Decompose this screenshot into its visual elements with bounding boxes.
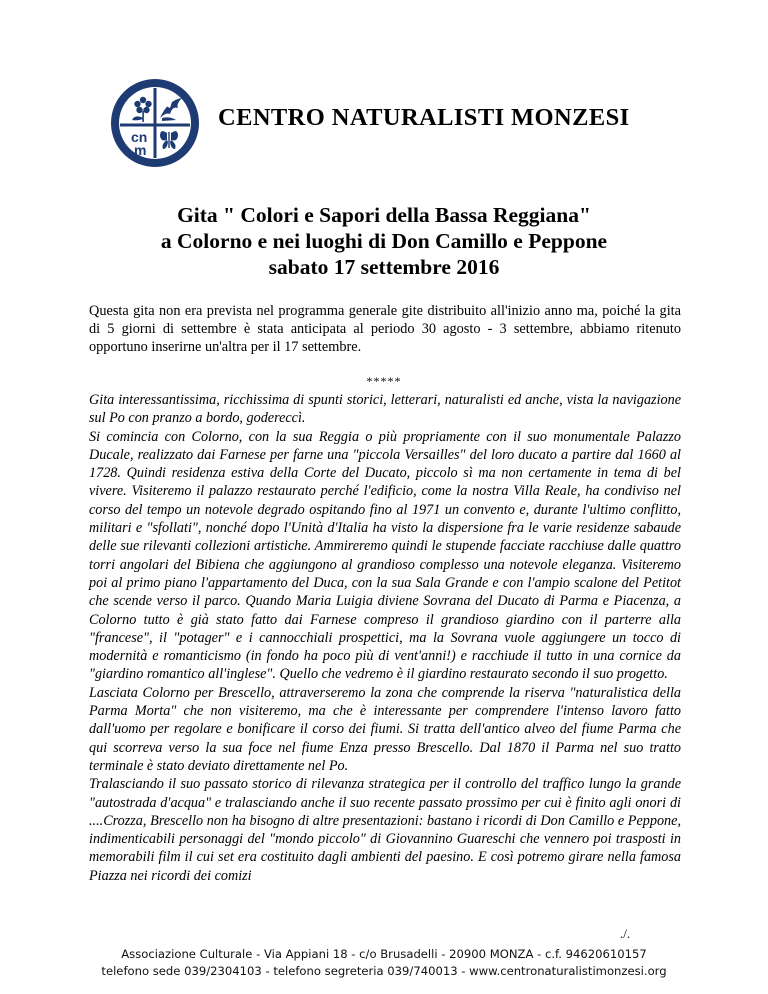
intro-paragraph: Questa gita non era prevista nel programma generale gite distribuito all'inizio anno ma, poiché la gita di 5 giorni di settembre è stata anticipata al periodo 30 agosto - 3 settembre, abbiamo ritenuto opportuno inserirne un'altra per il 17 settembre. [89,303,681,356]
continuation-mark: ./. [620,926,631,941]
footer [0,946,768,980]
svg-text:m: m [134,142,147,158]
logo-letters [131,129,147,158]
butterfly-icon [160,131,178,149]
section-separator: ***** [366,374,402,388]
body-paragraph: Lasciata Colorno per Brescello, attraverseremo la zona che comprende la riserva "naturalistica della Parma Morta" che non visiteremo, ma che è interessante per comprendere l'intenso lavoro fatto dall'uomo per regolare e bonificare il corso dei fiumi. Si tratta dell'antico alveo del fiume Parma che qui scorreva verso la sua foce nel fiume Enza presso Brescello. Dal 1870 il Parma nel suo tratto terminale è stato deviato direttamente nel Po. [89,684,681,774]
organization-name: CENTRO NATURALISTI MONZESI [218,104,630,131]
letterhead [110,78,710,168]
body-text [89,391,681,885]
body-paragraph: Si comincia con Colorno, con la sua Reggia o più propriamente con il suo monumentale Palazzo Ducale, realizzato dai Farnese per farne una "piccola Versailles" del loro ducato a partire dal 1660 al 1728. Quindi residenza estiva della Corte del Ducato, piccolo sì ma non certamente in tema di bel vivere. Visiteremo il palazzo restaurato perché l'edificio, come la nostra Villa Reale, ha condiviso nel corso del tempo un notevole degrado ospitando fino al 1971 un convento e, durante l'ultimo conflitto, militari e "sfollati", nonché dopo l'Unità d'Italia ha visto la dispersione fra le varie residenze sabaude delle sue rilevanti collezioni artistiche. Ammireremo quindi le stupende facciate racchiuse dalle quattro torri angolari del Bibiena che aggiungono al grandioso complesso una notevole eleganza. Visiteremo poi al primo piano l'appartamento del Duca, con la sua Sala Grande e con l'ampio scalone del Petitot che scende verso il parco. Quando Maria Luigia diviene Sovrana del Ducato di Parma e Piacenza, a Colorno tutto è già stato fatto dai Farnese compreso il grandioso giardino con il parterre alla "francese", il "potager" e i cannocchiali prospettici, ma la Sovrana vuole aggiungere un tocco di modernità e romanticismo (in fondo ha poco più di vent'anni!) e racchiude il tutto in una cornice da "giardino romantico all'inglese". Quello che vedremo è il giardino restaurato secondo il suo progetto. [89,428,681,683]
document-title [0,202,768,280]
title-line-1: Gita " Colori e Sapori della Bassa Reggiana" [177,203,591,227]
cnm-logo [110,78,200,168]
title-line-3: sabato 17 settembre 2016 [268,255,500,279]
body-paragraph: Gita interessantissima, ricchissima di spunti storici, letterari, naturalisti ed anche, vista la navigazione sul Po con pranzo a bordo, godereccì. [89,392,681,427]
footer-line-2: telefono sede 039/2304103 - telefono segreteria 039/740013 - www.centronaturalistimonzesi.org [101,964,667,978]
title-line-2: a Colorno e nei luoghi di Don Camillo e Peppone [160,229,608,253]
body-paragraph: Tralasciando il suo passato storico di rilevanza strategica per il controllo del traffico lungo la grande "autostrada d'acqua" e tralasciando anche il suo recente passato prossimo per cui è finito agli onori di ....Crozza, Brescello non ha bisogno di altre presentazioni: bastano i ricordi di Don Camillo e Peppone, indimenticabili personaggi del "mondo piccolo" di Giovannino Guareschi che vennero poi trasposti in memorabili film il cui set era costituito dagli ambienti del paesino. E così potremo girare nella famosa Piazza nei ricordi dei comizi [89,776,681,884]
svg-text:cn: cn [131,129,148,145]
footer-line-1: Associazione Culturale - Via Appiani 18 - c/o Brusadelli - 20900 MONZA - c.f. 94620610157 [121,947,647,961]
